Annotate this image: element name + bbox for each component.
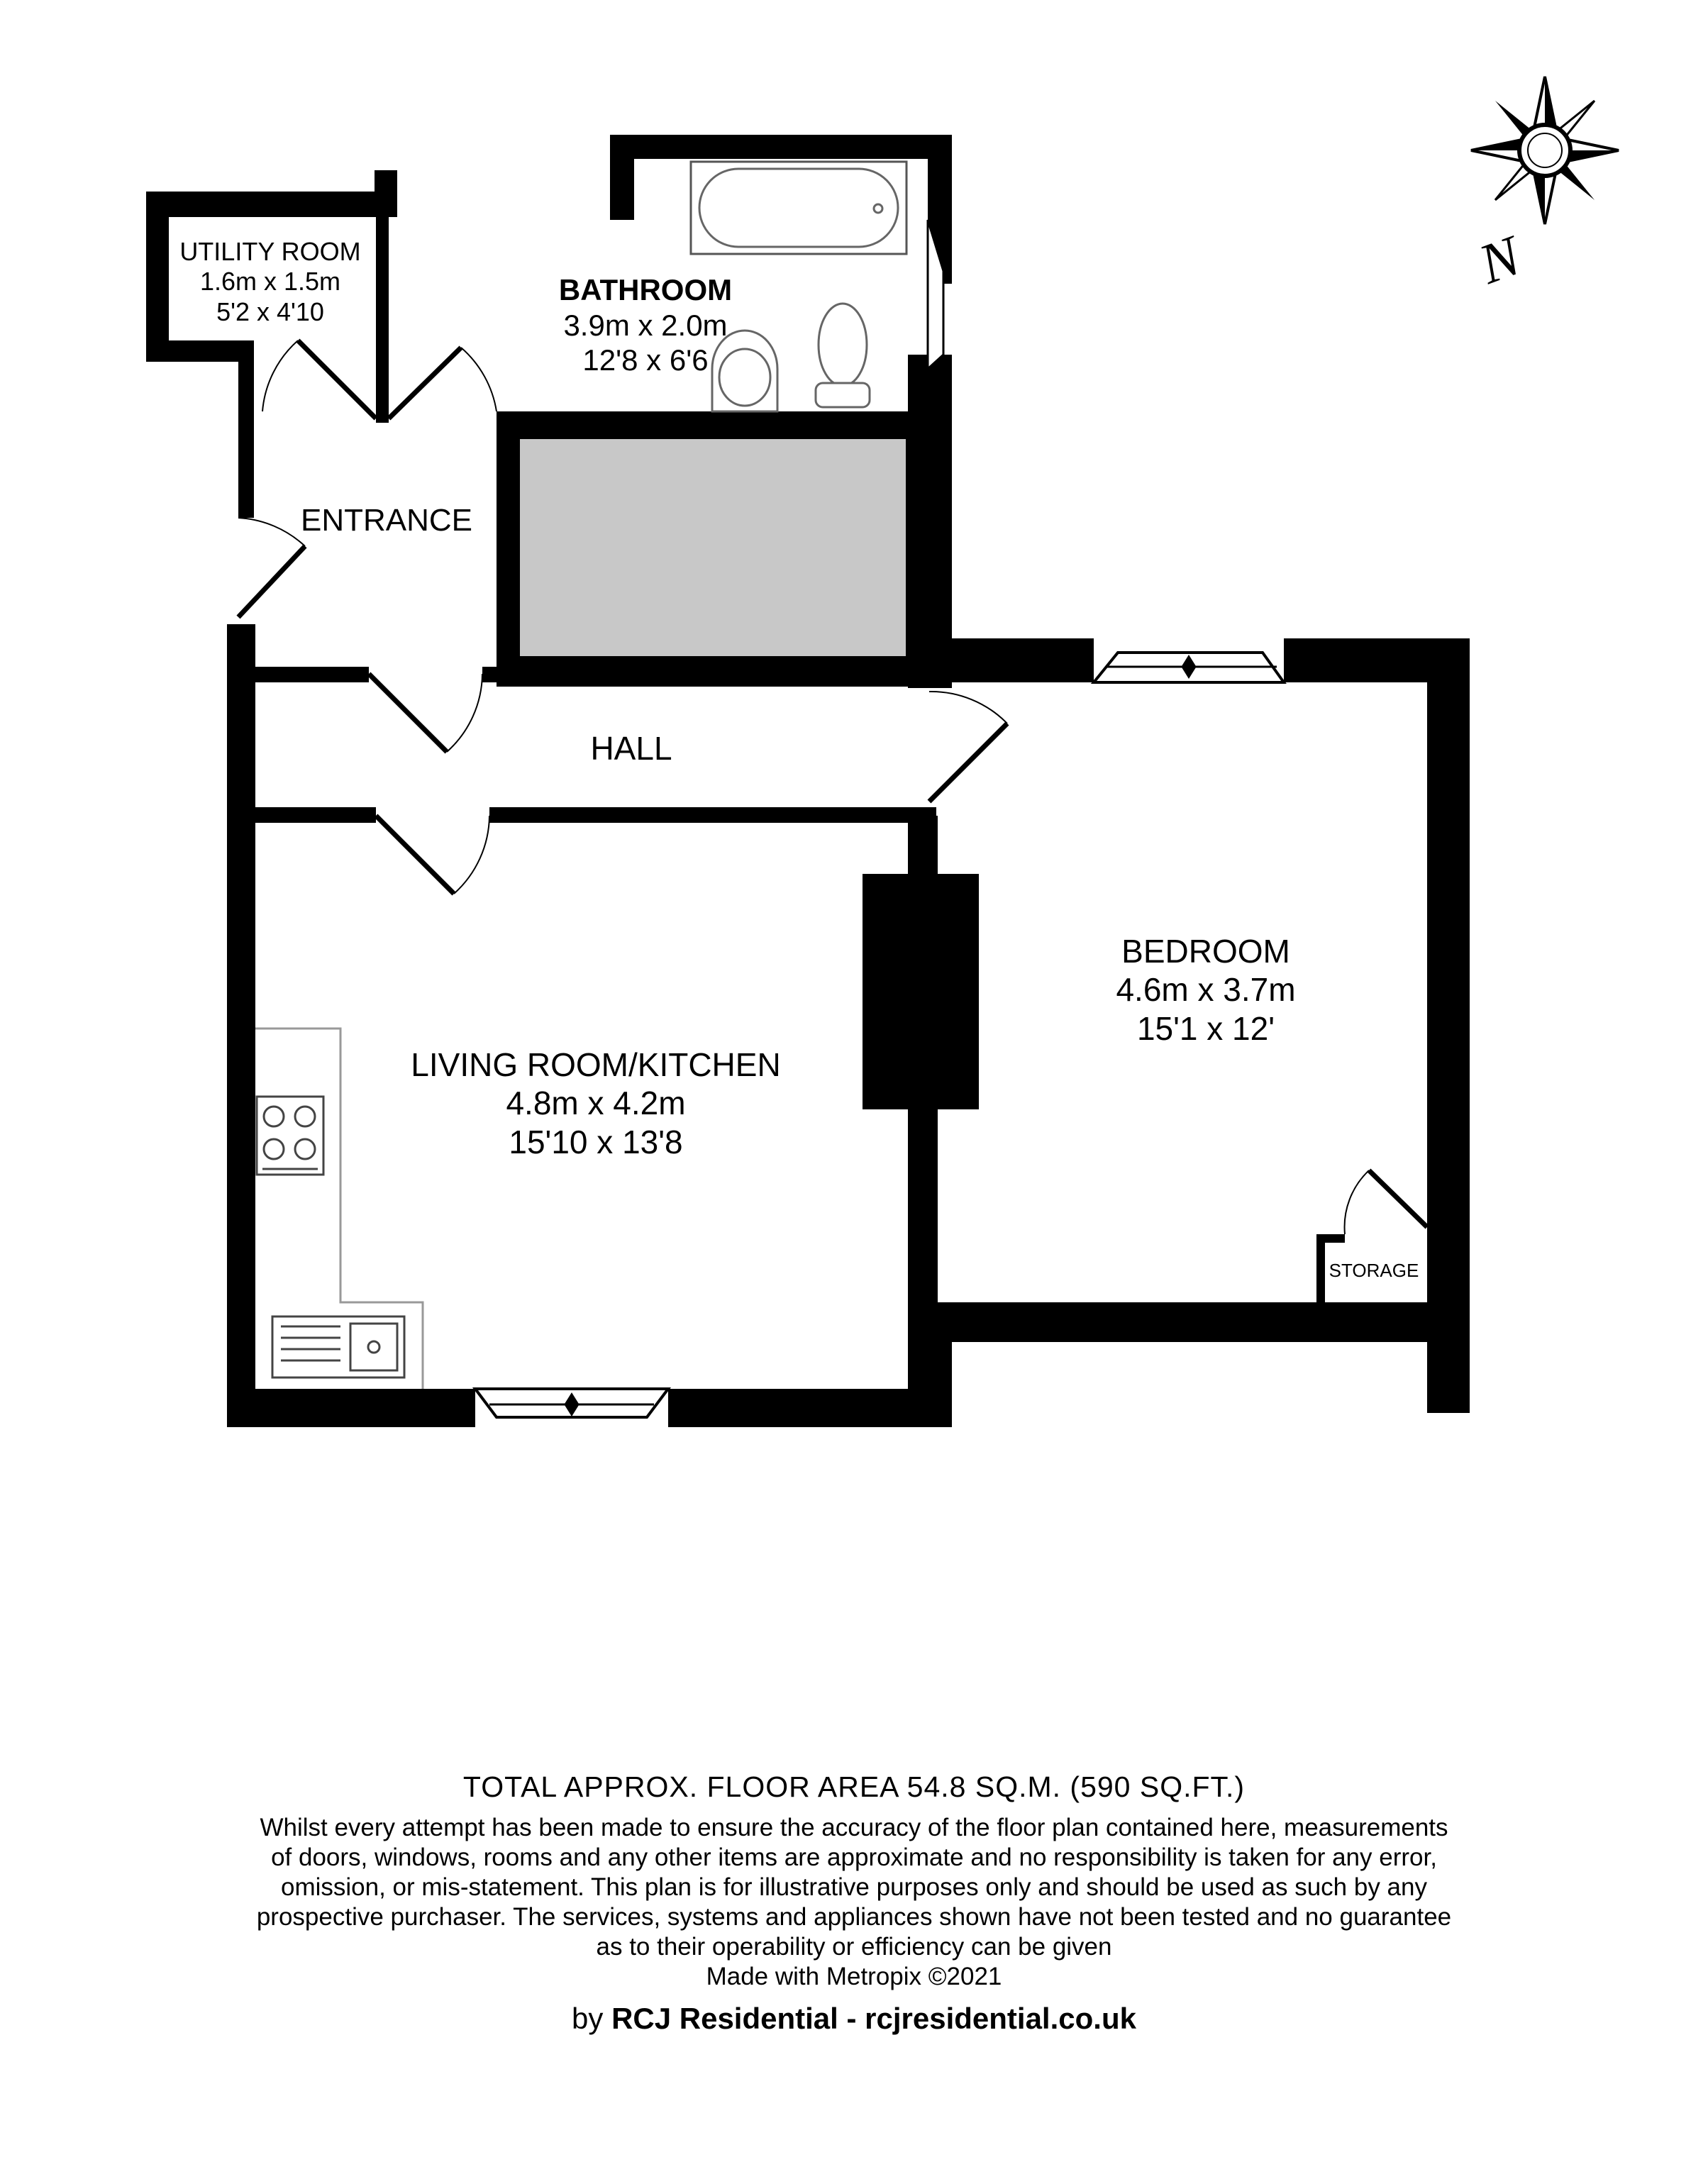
wall-bath-bottom xyxy=(497,411,936,437)
room-imperial: 15'1 x 12' xyxy=(1136,1009,1275,1047)
wall-void-left xyxy=(497,411,518,681)
wall-bed-top-left xyxy=(952,638,1094,682)
wall-bed-bottom xyxy=(936,1302,1470,1342)
hall-door-entrance[interactable] xyxy=(369,674,482,752)
disclaimer-line: as to their operability or efficiency can be given xyxy=(596,1933,1112,1961)
wall-utility-top xyxy=(146,192,397,217)
room-label-utility xyxy=(165,237,376,327)
agent-prefix: by xyxy=(572,2002,612,2035)
room-label-entrance: ENTRANCE xyxy=(300,503,473,538)
wall-storage-top xyxy=(1316,1234,1345,1243)
room-name: BEDROOM xyxy=(1121,933,1290,970)
room-name: BATHROOM xyxy=(558,273,733,306)
room-metric: 4.8m x 4.2m xyxy=(506,1085,686,1122)
room-imperial: 12'8 x 6'6 xyxy=(582,343,709,377)
wall-utility-bottom xyxy=(146,340,253,362)
room-imperial: 15'10 x 13'8 xyxy=(509,1123,683,1160)
kitchen-sink xyxy=(272,1316,404,1377)
room-name: LIVING ROOM/KITCHEN xyxy=(411,1046,781,1083)
bathtub xyxy=(691,162,906,254)
wall-hall-top-mid xyxy=(482,667,922,682)
room-metric: 4.6m x 3.7m xyxy=(1116,971,1296,1009)
room-label-hall: HALL xyxy=(590,730,672,767)
room-label-bedroom xyxy=(1064,932,1348,1048)
wall-hall-bottom-mid xyxy=(489,807,929,823)
room-label-living xyxy=(369,1046,823,1161)
utility-door[interactable] xyxy=(262,340,376,418)
wall-bath-step xyxy=(375,170,397,217)
bathroom-door[interactable] xyxy=(389,348,497,418)
storage-door[interactable] xyxy=(1345,1170,1427,1234)
wall-left-outer xyxy=(227,624,255,1427)
hob xyxy=(257,1097,323,1175)
wall-bath-top xyxy=(610,135,952,159)
wall-bath-partition xyxy=(376,217,389,423)
disclaimer-line: prospective purchaser. The services, systems and appliances shown have not been tested and no guarantee xyxy=(256,1903,1452,1931)
compass-north-letter: N xyxy=(1471,224,1529,296)
agent-name: RCJ Residential - rcjresidential.co.uk xyxy=(611,2002,1136,2035)
agent-credit xyxy=(0,2002,1708,2036)
bedroom-window xyxy=(1094,653,1284,682)
room-label-storage: STORAGE xyxy=(1329,1260,1419,1281)
chimney-breast xyxy=(863,874,979,1109)
disclaimer-line: of doors, windows, rooms and any other items are approximate and no responsibility is taken for any error, xyxy=(271,1844,1437,1871)
wall-hall-bottom-left xyxy=(255,807,376,823)
made-with: Made with Metropix ©2021 xyxy=(706,1963,1002,1990)
walls xyxy=(146,135,1470,1427)
living-window xyxy=(475,1389,668,1417)
disclaimer xyxy=(0,1813,1708,1992)
room-metric: 3.9m x 2.0m xyxy=(563,308,728,342)
wall-bed-right xyxy=(1427,638,1470,1413)
void-block xyxy=(518,437,908,658)
compass-rose-icon xyxy=(1471,77,1619,224)
disclaimer-line: Whilst every attempt has been made to ensure the accuracy of the floor plan contained here, measurements xyxy=(260,1814,1448,1841)
wall-living-bottom-left xyxy=(227,1389,475,1427)
room-name: UTILITY ROOM xyxy=(179,237,361,266)
total-floor-area: TOTAL APPROX. FLOOR AREA 54.8 SQ.M. (590 SQ.FT.) xyxy=(462,1770,1246,1803)
wall-bed-left xyxy=(922,816,938,1312)
wall-void-right xyxy=(908,355,952,688)
room-imperial: 5'2 x 4'10 xyxy=(216,296,324,326)
room-label-bathroom xyxy=(511,272,780,378)
living-door[interactable] xyxy=(376,816,489,894)
bedroom-door[interactable] xyxy=(929,692,1007,802)
wall-utility-right xyxy=(238,340,254,418)
room-metric: 1.6m x 1.5m xyxy=(199,267,341,296)
toilet xyxy=(816,304,870,407)
disclaimer-line: omission, or mis-statement. This plan is for illustrative purposes only and should be used as such by any xyxy=(281,1873,1427,1901)
wall-entrance-left xyxy=(238,418,254,518)
wall-bath-step2 xyxy=(610,135,634,220)
